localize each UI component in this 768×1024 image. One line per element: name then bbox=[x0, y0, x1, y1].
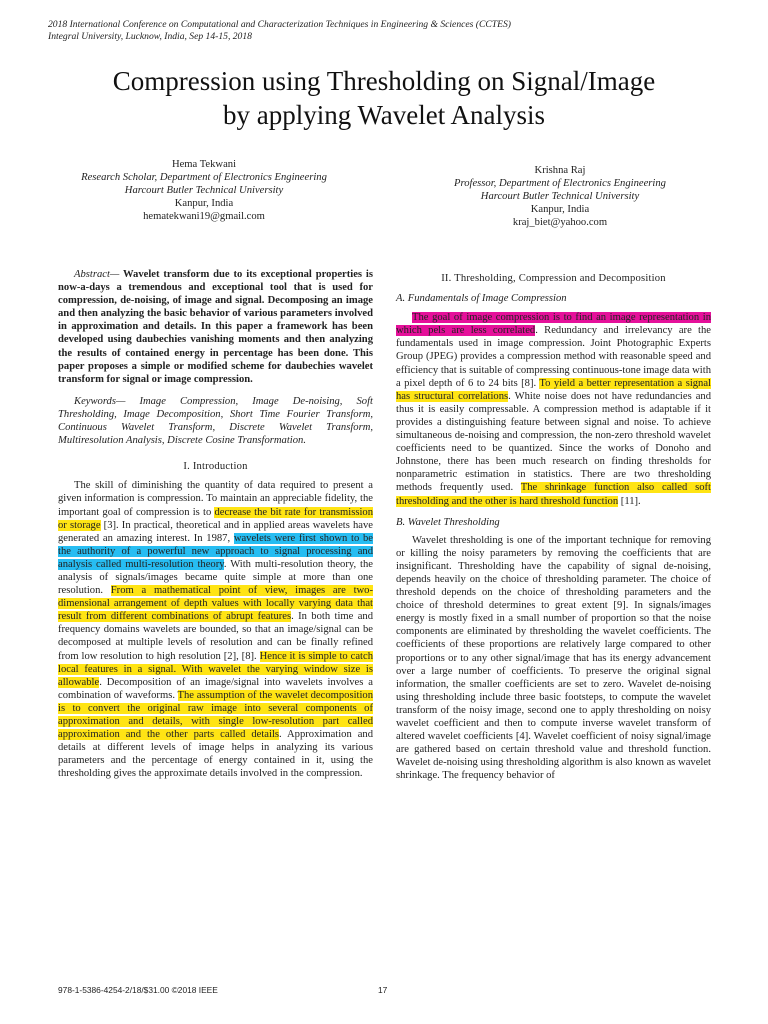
author-role: Professor, Department of Electronics Engineering bbox=[454, 178, 666, 189]
intro-text-5: . Decomposition of an image/signal into wavelets involves a combination of waveforms. bbox=[58, 676, 373, 701]
a-text-1: . Redundancy and irrelevancy are the fundamentals used in image compression. Joint Photographic Experts Group (JPEG) provides a compression method with reasonable speed and efficiency that is suitable of compressing continuous-tone image data with a pixel depth of 6 to 24 bits [8]. bbox=[396, 325, 711, 389]
intro-text-4: . In both time and frequency domains wavelets are bounded, so that an image/signal can be decomposed at multiple levels of resolution and can be finally refined from low resolution to high resolution [2], [8]. bbox=[58, 611, 373, 662]
abstract-text: Wavelet transform due to its exceptional properties is now-a-days a tremendous and exceptional tool that is used for compression, de-noising, of image and signal. Decomposing an image and then analyzing the basic behavior of various parameters involved in approximation and details. In this paper a framework has been developed using daubechies vanishing moments and then analyzing the results of contained energy in percentage has been done. This paper proposes a simple or modified scheme for daubechies wavelet transform for signal or image compression. bbox=[58, 269, 373, 385]
highlight-yellow: The assumption of the wavelet decomposition is to convert the original raw image into several components of approximation and details, with single low-resolution part called approximation and the other parts called details bbox=[58, 689, 373, 741]
author-email: kraj_biet@yahoo.com bbox=[512, 217, 608, 228]
author-email: hematekwani19@gmail.com bbox=[143, 211, 265, 222]
footer-copyright: 978-1-5386-4254-2/18/$31.00 ©2018 IEEE bbox=[58, 985, 218, 995]
keywords-text: Image Compression, Image De-noising, Soft Thresholding, Image Decomposition, Short Time Fourier Transform, Continuous Wavelet Transform, Discrete Wavelet Transform, Multiresolution Analysis, Discrete Cosine Transformation. bbox=[58, 395, 373, 447]
page-number: 17 bbox=[378, 985, 388, 995]
subsection-a-paragraph bbox=[396, 311, 711, 507]
author-name: Hema Tekwani bbox=[171, 159, 237, 170]
highlight-yellow: From a mathematical point of view, images are two-dimensional arrangement of depth values with locally varying data that result from different combinations of abrupt features bbox=[58, 585, 374, 623]
title-line-2: by applying Wavelet Analysis bbox=[222, 100, 546, 130]
subsection-a-heading: A. Fundamentals of Image Compression bbox=[396, 293, 567, 305]
author-location: Kanpur, India bbox=[174, 198, 234, 209]
intro-text-1: The skill of diminishing the quantity of data required to present a given information is compression. To maintain an appreciable fidelity, the important goal of compression is to bbox=[58, 480, 373, 518]
subsection-b-heading: B. Wavelet Thresholding bbox=[396, 516, 500, 528]
left-column bbox=[58, 268, 373, 780]
highlight-yellow: To yield a better representation a signal has structural correlations bbox=[396, 377, 711, 402]
a-text-3: [11]. bbox=[618, 495, 641, 507]
title-line-1: Compression using Thresholding on Signal/Image bbox=[112, 66, 656, 96]
conference-line-2: Integral University, Lucknow, India, Sep 14-15, 2018 bbox=[48, 31, 252, 42]
intro-text-2: [3]. In practical, theoretical and in applied areas wavelets have generated an amazing interest. In 1987, bbox=[58, 519, 373, 544]
author-role: Research Scholar, Department of Electronics Engineering bbox=[81, 172, 327, 183]
intro-text-6: . Approximation and details at different levels of image helps in analyzing its various parameters and the percentage of energy contained in it, using the thresholding gives the approximate details involved in the compression. bbox=[58, 729, 374, 780]
abstract bbox=[58, 268, 373, 386]
author-institution: Harcourt Butler Technical University bbox=[480, 191, 640, 202]
keywords bbox=[58, 395, 373, 447]
highlight-yellow: The shrinkage function also called soft thresholding and the other is hard threshold function bbox=[396, 482, 711, 507]
author-block-2 bbox=[410, 164, 710, 229]
author-institution: Harcourt Butler Technical University bbox=[124, 185, 284, 196]
section-heading-introduction: I. Introduction bbox=[183, 461, 248, 473]
paper-title bbox=[30, 64, 738, 132]
subsection-b-paragraph: Wavelet thresholding is one of the important technique for removing or killing the noisy parameters by removing the coefficients that are insignificant. Thresholding have the capability of signal de-noising, depends heavily on the choice of thresholding parameter. The choice of threshold depends on the choice of thresholding parameters and the choice of threshold determines to great extent [9]. In signals/images energy is mostly fixed in a small number of proportion so that the noise components are eliminated by thresholding the wavelet coefficients. The coefficients of these proportions are relatively large compared to other proportions or to any other signal/image that has its energy advancement over a large number of coefficients. To preserve the original signal information, the smaller coefficients are set to zero. Wavelet de-noising using thresholding include three basic footsteps, to compute the wavelet transform of the noisy image, second one to apply thresholding on noisy wavelet coefficient and then to compute inverse wavelet transform of altered wavelet coefficients [4]. Wavelet coefficient of noisy signal/image are gathered based on certain threshold value and threshold function. Wavelet de-noising using thresholding algorithm is also known as wavelet shrinkage. The frequency behavior of bbox=[396, 534, 711, 782]
a-text-2: . White noise does not have redundancies and thus it is easily compressable. A compression method is adaptable if it provides a distinguishing feature between signal and noise. To achieve simultaneous de-noising and compression, the non-zero threshold wavelet coefficients need to be quantized. Since the works of Donoho and Johnstone, there has been much research on finding thresholds for nonparametric estimation in statistics. There are two thresholding methods frequently used. bbox=[396, 390, 711, 494]
conference-header bbox=[48, 19, 511, 43]
keywords-label: Keywords— bbox=[74, 395, 126, 407]
highlight-yellow: decrease the bit rate for transmission or storage bbox=[58, 506, 373, 531]
right-column bbox=[396, 272, 711, 782]
introduction-paragraph bbox=[58, 479, 373, 780]
author-block-1 bbox=[54, 158, 354, 223]
author-name: Krishna Raj bbox=[534, 165, 586, 176]
intro-text-3: . With multi-resolution theory, the analysis of signals/images became quite simple at more than one resolution. bbox=[58, 558, 373, 597]
highlight-blue: wavelets were first shown to be the authority of a powerful new approach to signal processing and analysis called multi-resolution theory bbox=[58, 532, 374, 570]
highlight-yellow: Hence it is simple to catch local features in a signal. With wavelet the varying window size is allowable bbox=[58, 650, 373, 688]
conference-line-1: 2018 International Conference on Computational and Characterization Techniques in Engineering & Sciences (CCTES) bbox=[48, 19, 511, 30]
section-heading-thresholding: II. Thresholding, Compression and Decomposition bbox=[441, 273, 666, 284]
abstract-label: Abstract— bbox=[74, 269, 120, 280]
highlight-magenta: The goal of image compression is to find an image representation in which pels are less correlated bbox=[396, 312, 711, 337]
author-location: Kanpur, India bbox=[530, 204, 590, 215]
